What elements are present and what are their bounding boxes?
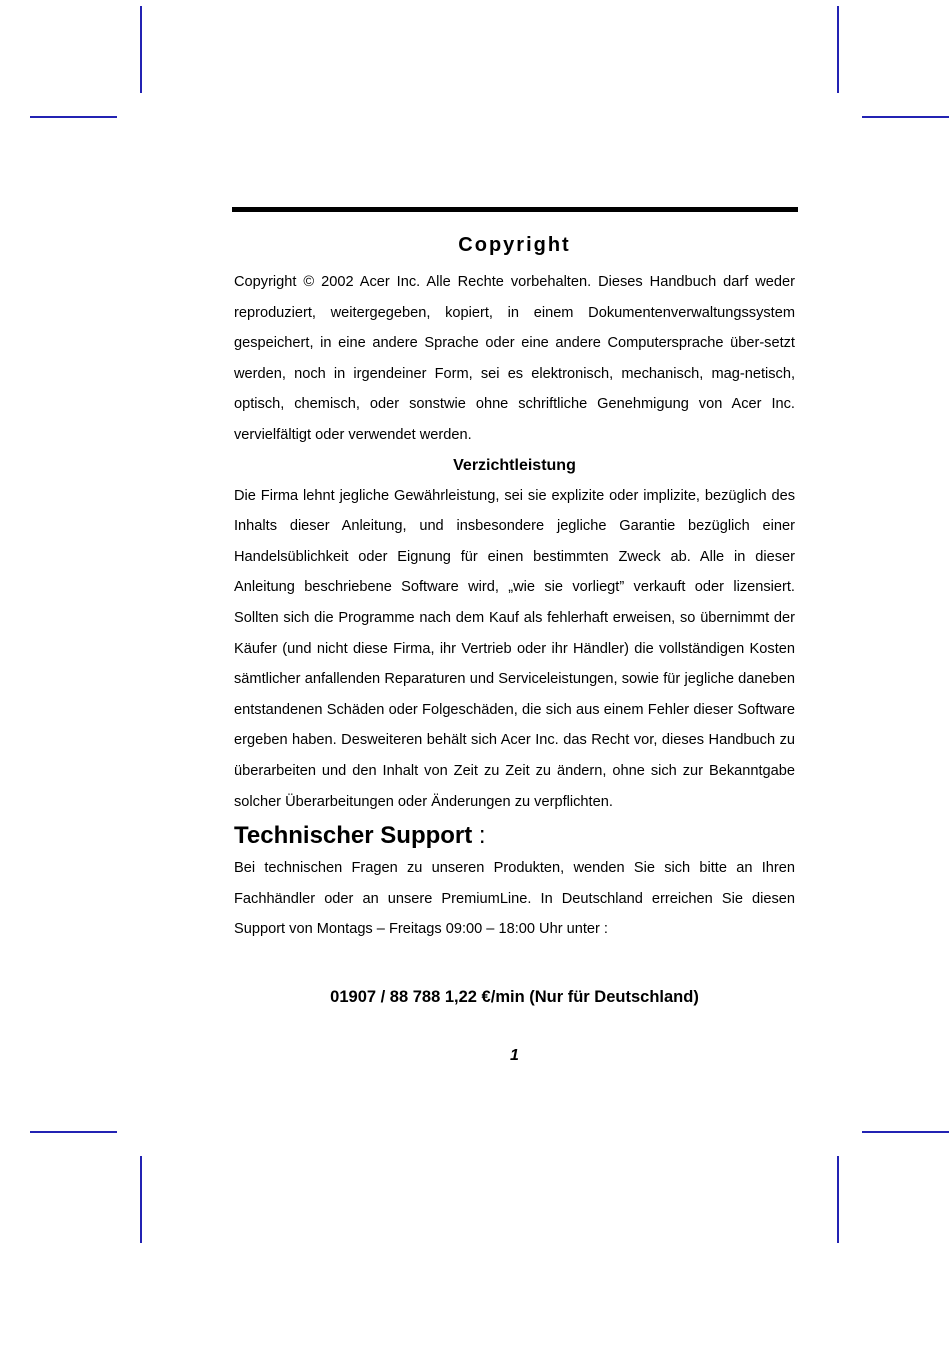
support-title: Technischer Support: [234, 822, 473, 850]
page-content: [234, 230, 795, 1065]
crop-mark-top-right-vertical: [837, 6, 839, 93]
disclaimer-text: Die Firma lehnt jegliche Gewährleistung, sei sie explizite oder implizite, bezüglich des Inhalts dieser Anleitung, und insbesondere jegliche Garantie bezüglich einer Handelsüblichkeit oder Eignung für einen bestimmten Zweck ab. Alle in dieser Anleitung beschriebene Software wird, „wie sie vorliegt” verkauft oder lizensiert. Sollten sich die Programme nach dem Kauf als fehlerhaft erweisen, so übernimmt der Käufer (und nicht diese Firma, ihr Vertrieb oder ihr Händler) die vollständigen Kosten sämtlicher anfallenden Reparaturen und Serviceleistungen, sowie für jegliche daneben entstandenen Schäden oder Folgeschäden, die sich aus einem Fehler dieser Software ergeben haben. Desweiteren behält sich Acer Inc. das Recht vor, dieses Handbuch zu überarbeiten und den Inhalt von Zeit zu Zeit zu ändern, ohne sich zur Bekanntgabe solcher Überarbeitungen oder Änderungen zu verpflichten.: [234, 487, 795, 810]
copyright-title: Copyright: [458, 234, 571, 256]
crop-mark-bottom-left-horizontal: [30, 1131, 117, 1133]
crop-mark-bottom-right-horizontal: [862, 1131, 949, 1133]
crop-mark-top-left-vertical: [140, 6, 142, 93]
header-rule: [232, 207, 798, 212]
support-heading: [234, 819, 795, 853]
support-title-colon: :: [472, 822, 486, 850]
crop-mark-bottom-right-vertical: [837, 1156, 839, 1243]
crop-mark-bottom-left-vertical: [140, 1156, 142, 1243]
copyright-text: Copyright © 2002 Acer Inc. Alle Rechte vorbehalten. Dieses Handbuch darf weder reproduziert, weitergegeben, kopiert, in einem Dokumentenverwaltungssystem gespeichert, in eine andere Sprache oder eine andere Computersprache über-setzt werden, noch in irgendeiner Form, sei es elektronisch, mechanisch, mag-netisch, optisch, chemisch, oder sonstwie ohne schriftliche Genehmigung von Acer Inc. vervielfältigt oder verwendet werden.: [234, 274, 795, 443]
support-text: Bei technischen Fragen zu unseren Produkten, wenden Sie sich bitte an Ihren Fachhändler oder an unsere PremiumLine. In Deutschland erreichen Sie diesen Support von Montags – Freitags 09:00 – 18:00 Uhr unter :: [234, 860, 795, 938]
support-phone: 01907 / 88 788 1,22 €/min (Nur für Deutschland): [330, 987, 699, 1006]
crop-mark-top-left-horizontal: [30, 116, 117, 118]
disclaimer-title: Verzichtleistung: [453, 456, 576, 474]
crop-mark-top-right-horizontal: [862, 116, 949, 118]
page-number: 1: [510, 1046, 519, 1064]
